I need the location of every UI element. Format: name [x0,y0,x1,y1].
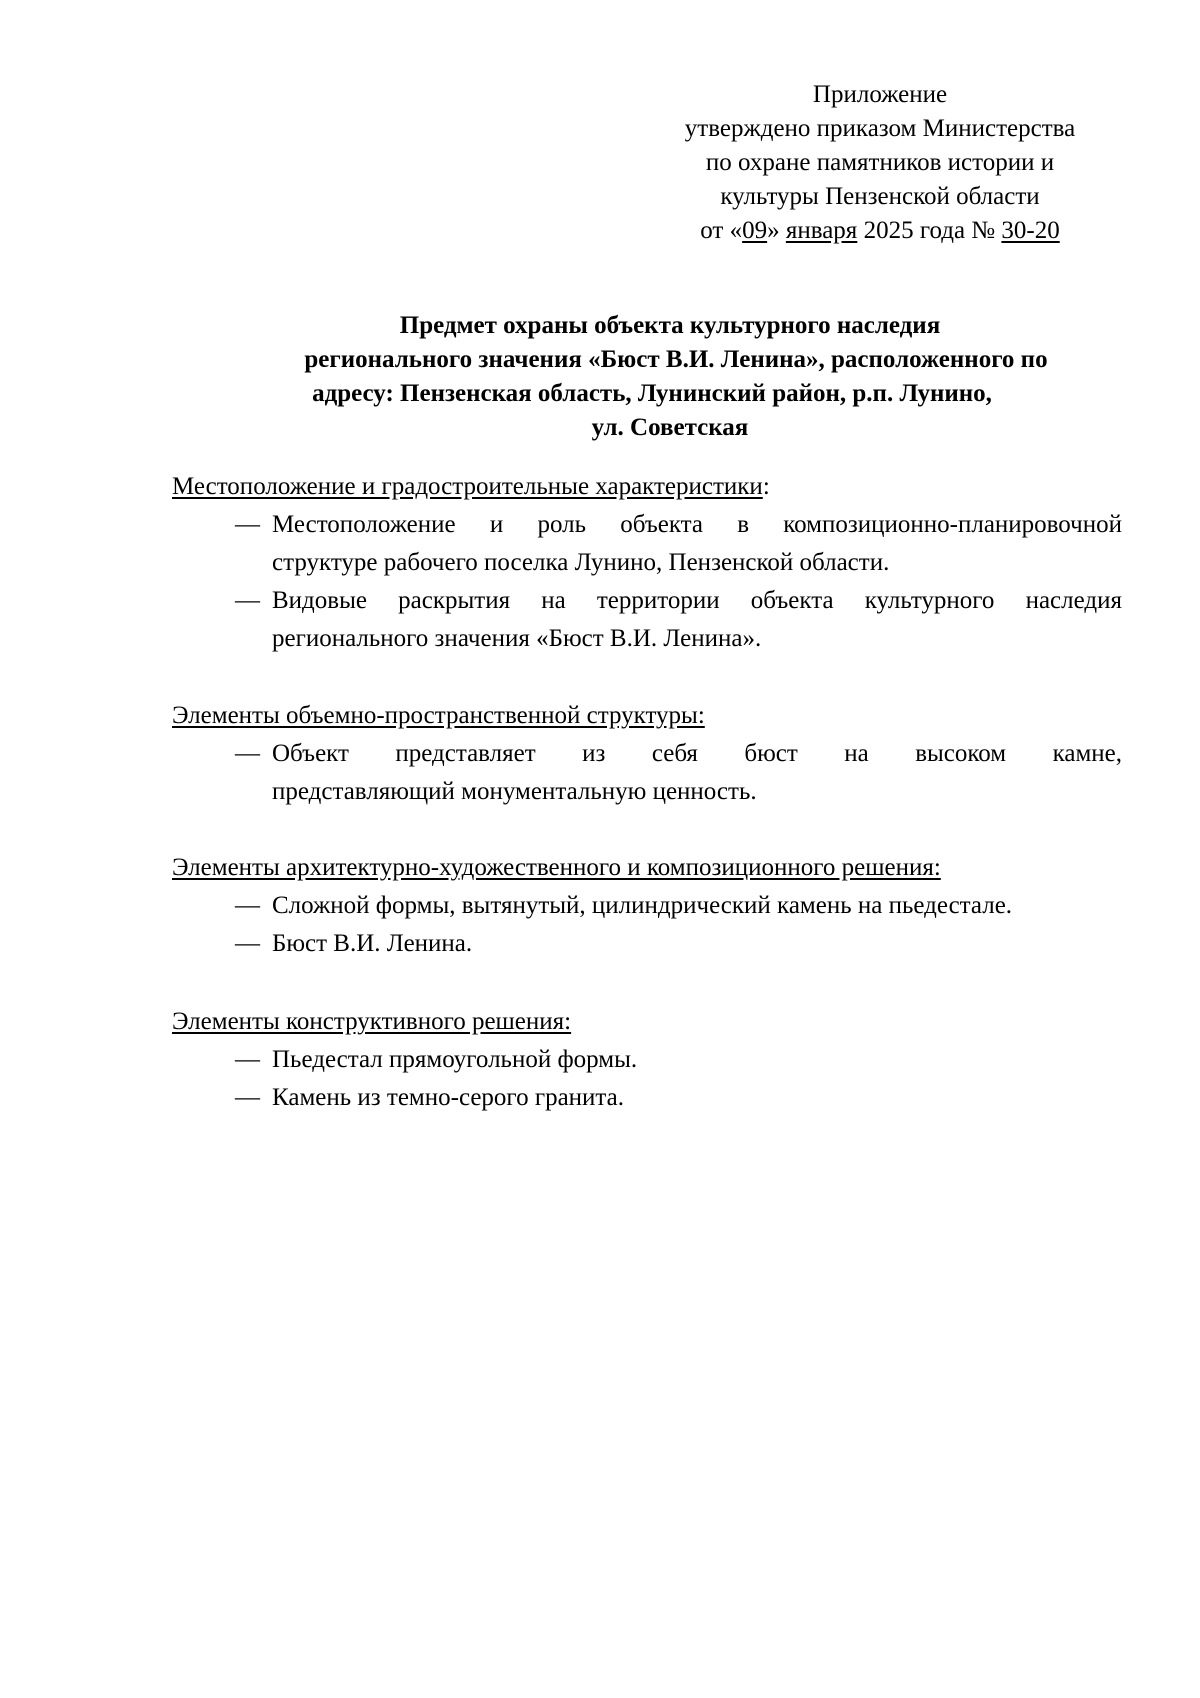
order-number: 30-20 [1001,217,1060,244]
list-item-text: Камень из темно-серого гранита. [272,1084,625,1111]
section-heading: Элементы объемно-пространственной структуры: [172,702,705,729]
list-item [172,925,1122,963]
list-item [172,582,1122,658]
section-heading: Местоположение и градостроительные характеристики: [172,473,770,500]
section-location [172,468,1122,658]
list-item-text-rest: регионального значения «Бюст В.И. Ленина». [272,625,762,652]
date-mid: » [767,217,786,244]
list-item [172,887,1122,925]
list-item-text: Пьедестал прямоугольной формы. [272,1046,638,1073]
section-heading: Элементы архитектурно-художественного и композиционного решения: [172,854,941,881]
title-line-1: Предмет охраны объекта культурного наследия [399,312,941,339]
list-item-text: Сложной формы, вытянутый, цилиндрический камень на пьедестале. [272,892,1013,919]
section-constructive-solution [172,1003,1122,1117]
list-item-text-first: Объект представляет из себя бюст на высоком камне, [272,740,1122,767]
date-prefix: от « [700,217,743,244]
title-line-3: адресу: Пензенская область, Лунинский район, р.п. Лунино, [312,380,992,407]
dash-marker: — [235,1084,260,1111]
title-line-4: ул. Советская [591,414,749,441]
dash-marker: — [235,740,260,767]
document-title [180,309,1160,445]
dash-marker: — [235,587,260,614]
list-item [172,506,1122,582]
list-item-text-rest: структуре рабочего поселка Лунино, Пензенской области. [272,549,890,576]
list-item-text: Бюст В.И. Ленина. [272,930,473,957]
list-item [172,735,1122,811]
approval-line-appendix: Приложение [812,81,948,108]
dash-marker: — [235,1046,260,1073]
dash-marker: — [235,892,260,919]
approval-line-approved: утверждено приказом Министерства [684,115,1076,142]
list-item [172,1079,1122,1117]
approval-line-region: культуры Пензенской области [720,183,1040,210]
date-month: января [785,217,858,244]
approval-line-ministry: по охране памятников истории и [705,149,1055,176]
section-architectural-solution [172,849,1122,963]
dash-marker: — [235,930,260,957]
list-item-text-first: Местоположение и роль объекта в композиционно-планировочной [272,511,1122,538]
approval-block [640,78,1120,248]
list-item [172,1041,1122,1079]
list-item-text-first: Видовые раскрытия на территории объекта культурного наследия [272,587,1122,614]
date-year: 2025 года № [857,217,1002,244]
section-spatial-structure [172,697,1122,811]
list-item-text-rest: представляющий монументальную ценность. [272,778,757,805]
dash-marker: — [235,511,260,538]
section-heading: Элементы конструктивного решения: [172,1008,572,1035]
approval-date-line [640,214,1120,248]
title-line-2: регионального значения «Бюст В.И. Ленина», расположенного по [304,346,1048,373]
date-day: 09 [742,217,768,244]
